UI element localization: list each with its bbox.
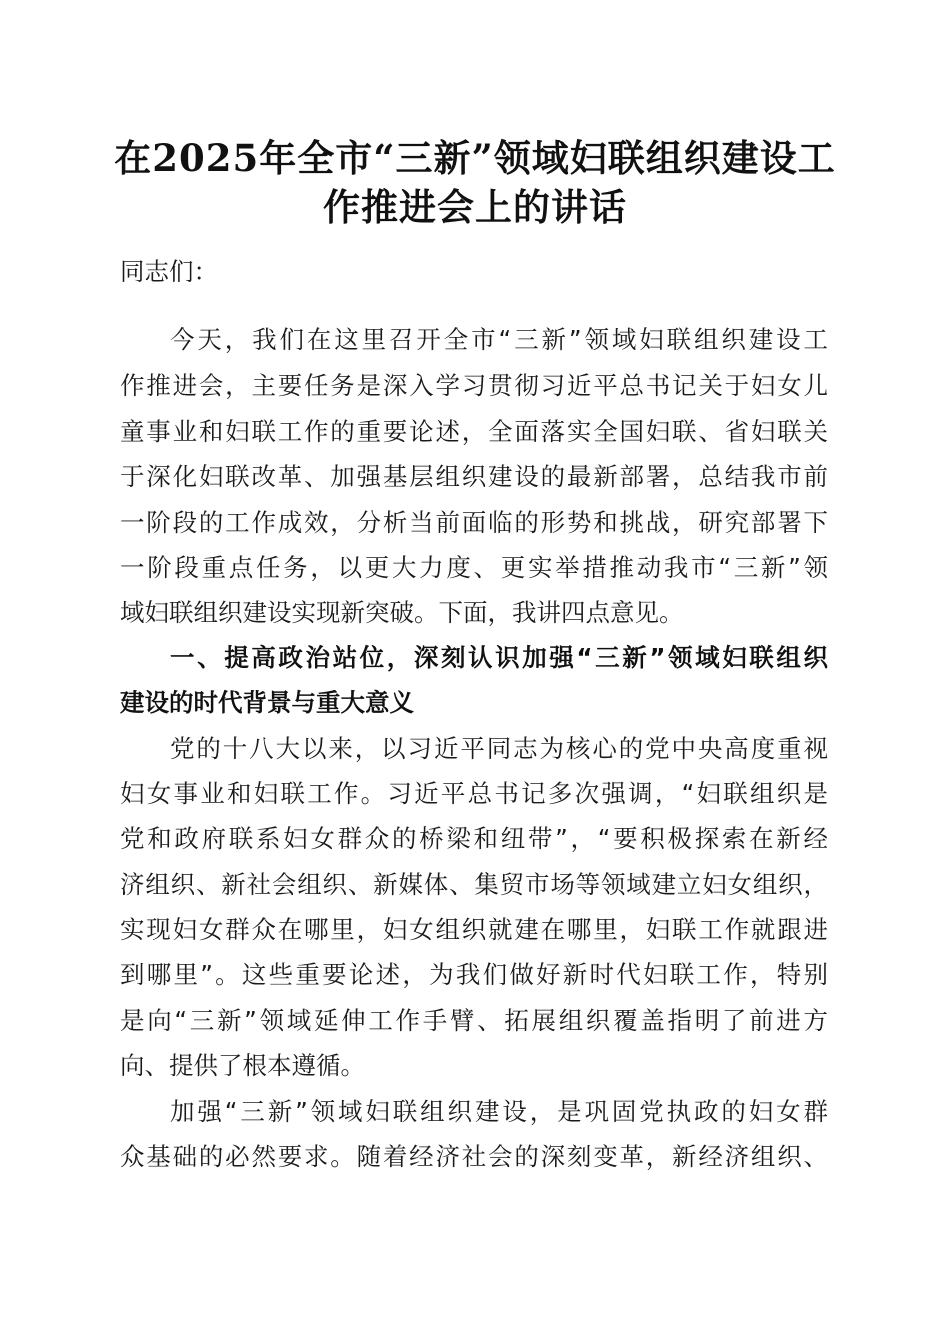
paragraph-line: 济组织、新社会组织、新媒体、集贸市场等领域建立妇女组织， [120,870,828,899]
paragraph-line: 加强“三新”领域妇联组织建设，是巩固党执政的妇女群 [170,1097,828,1126]
paragraph-line: 于深化妇联改革、加强基层组织建设的最新部署，总结我市前 [120,462,828,491]
paragraph-line: 一阶段的工作成效，分析当前面临的形势和挑战，研究部署下 [120,508,828,537]
paragraph-line: 向、提供了根本遵循。 [120,1051,365,1080]
section-heading-line: 一、提高政治站位，深刻认识加强“三新”领域妇联组织 [170,643,828,672]
paragraph-line: 域妇联组织建设实现新突破。下面，我讲四点意见。 [120,598,684,627]
paragraph-line: 到哪里”。这些重要论述，为我们做好新时代妇联工作，特别 [120,960,828,989]
paragraph-line: 众基础的必然要求。随着经济社会的深刻变革，新经济组织、 [120,1142,828,1171]
paragraph-line: 童事业和妇联工作的重要论述，全面落实全国妇联、省妇联关 [120,417,828,446]
document-title-line-1: 在2025年全市“三新”领域妇联组织建设工 [114,136,836,180]
paragraph-line: 作推进会，主要任务是深入学习贯彻习近平总书记关于妇女儿 [120,371,828,400]
salutation: 同志们： [120,257,218,286]
paragraph-line: 今天，我们在这里召开全市“三新”领域妇联组织建设工 [170,325,828,354]
paragraph-line: 党和政府联系妇女群众的桥梁和纽带”，“要积极探索在新经 [120,824,828,853]
paragraph-line: 一阶段重点任务，以更大力度、更实举措推动我市“三新”领 [120,553,828,582]
paragraph-line: 妇女事业和妇联工作。习近平总书记多次强调，“妇联组织是 [120,779,828,808]
paragraph-line: 是向“三新”领域延伸工作手臂、拓展组织覆盖指明了前进方 [120,1006,828,1035]
paragraph-line: 党的十八大以来，以习近平同志为核心的党中央高度重视 [170,734,828,763]
document-title-line-2: 作推进会上的讲话 [323,185,627,229]
section-heading-line: 建设的时代背景与重大意义 [120,688,414,717]
paragraph-line: 实现妇女群众在哪里，妇女组织就建在哪里，妇联工作就跟进 [120,915,828,944]
